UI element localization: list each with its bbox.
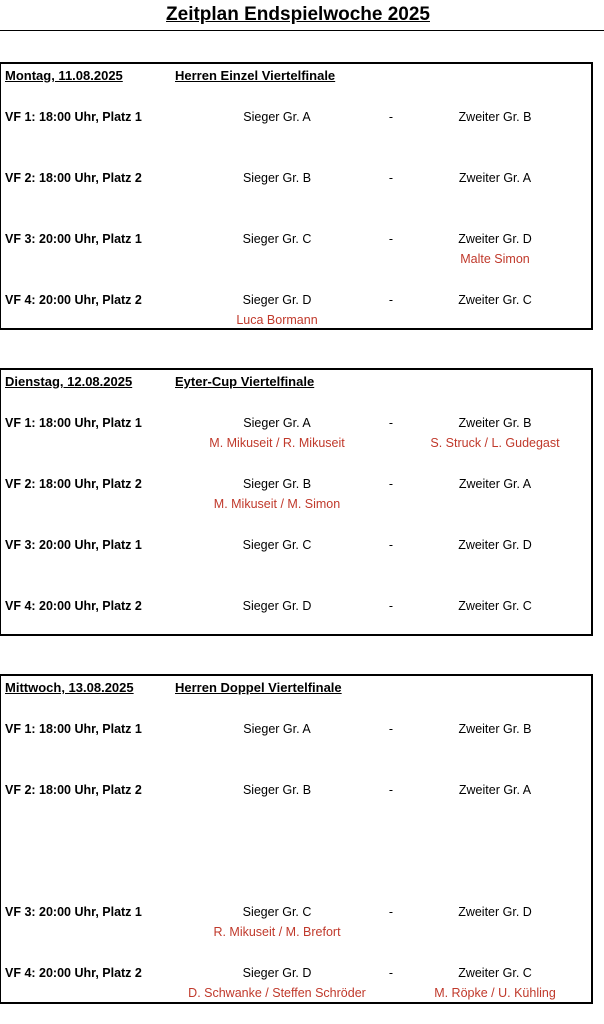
away-slot: Zweiter Gr. B — [458, 722, 532, 736]
match-label: VF 4: 20:00 Uhr, Platz 2 — [5, 599, 142, 613]
match-label: VF 4: 20:00 Uhr, Platz 2 — [5, 966, 142, 980]
day-date: Mittwoch, 13.08.2025 — [5, 680, 134, 695]
vs-separator: - — [388, 538, 394, 552]
match-label: VF 1: 18:00 Uhr, Platz 1 — [5, 110, 142, 124]
away-slot: Zweiter Gr. D — [458, 232, 532, 246]
competition-title: Herren Einzel Viertelfinale — [175, 68, 336, 83]
vs-separator: - — [388, 293, 394, 307]
match-label: VF 1: 18:00 Uhr, Platz 1 — [5, 722, 142, 736]
match-label: VF 4: 20:00 Uhr, Platz 2 — [5, 293, 142, 307]
vs-separator: - — [388, 783, 394, 797]
top-divider — [0, 30, 604, 31]
day-date: Dienstag, 12.08.2025 — [5, 374, 133, 389]
match-label: VF 3: 20:00 Uhr, Platz 1 — [5, 232, 142, 246]
home-players: Luca Bormann — [236, 313, 318, 327]
match-row — [1, 722, 591, 762]
vs-separator: - — [388, 477, 394, 491]
match-label: VF 2: 18:00 Uhr, Platz 2 — [5, 477, 142, 491]
home-slot: Sieger Gr. A — [243, 416, 311, 430]
home-slot: Sieger Gr. A — [243, 722, 311, 736]
home-slot: Sieger Gr. B — [242, 477, 312, 491]
home-slot: Sieger Gr. C — [242, 232, 312, 246]
vs-separator: - — [388, 171, 394, 185]
away-slot: Zweiter Gr. B — [458, 110, 532, 124]
home-slot: Sieger Gr. D — [242, 966, 312, 980]
match-label: VF 2: 18:00 Uhr, Platz 2 — [5, 171, 142, 185]
home-players: R. Mikuseit / M. Brefort — [213, 925, 341, 939]
match-row — [1, 538, 591, 578]
home-players: D. Schwanke / Steffen Schröder — [188, 986, 366, 1000]
match-label: VF 3: 20:00 Uhr, Platz 1 — [5, 538, 142, 552]
away-slot: Zweiter Gr. A — [458, 171, 532, 185]
match-row — [1, 110, 591, 150]
away-players: S. Struck / L. Gudegast — [430, 436, 560, 450]
away-slot: Zweiter Gr. D — [458, 538, 532, 552]
match-row — [1, 905, 591, 945]
match-label: VF 2: 18:00 Uhr, Platz 2 — [5, 783, 142, 797]
away-slot: Zweiter Gr. C — [458, 966, 532, 980]
away-slot: Zweiter Gr. C — [458, 599, 532, 613]
match-label: VF 3: 20:00 Uhr, Platz 1 — [5, 905, 142, 919]
competition-title: Herren Doppel Viertelfinale — [175, 680, 342, 695]
vs-separator: - — [388, 232, 394, 246]
vs-separator: - — [388, 110, 394, 124]
day-block-tuesday — [0, 368, 593, 636]
away-slot: Zweiter Gr. A — [458, 783, 532, 797]
match-row — [1, 416, 591, 456]
home-players: M. Mikuseit / R. Mikuseit — [209, 436, 345, 450]
day-date: Montag, 11.08.2025 — [5, 68, 123, 83]
away-slot: Zweiter Gr. C — [458, 293, 532, 307]
vs-separator: - — [388, 905, 394, 919]
match-row — [1, 966, 591, 1006]
match-row — [1, 783, 591, 823]
vs-separator: - — [388, 966, 394, 980]
home-slot: Sieger Gr. B — [242, 171, 312, 185]
home-slot: Sieger Gr. C — [242, 538, 312, 552]
vs-separator: - — [388, 722, 394, 736]
home-slot: Sieger Gr. B — [242, 783, 312, 797]
vs-separator: - — [388, 416, 394, 430]
day-block-wednesday — [0, 674, 593, 1004]
home-players: M. Mikuseit / M. Simon — [213, 497, 341, 511]
away-players: M. Röpke / U. Kühling — [434, 986, 556, 1000]
match-row — [1, 599, 591, 639]
away-slot: Zweiter Gr. B — [458, 416, 532, 430]
day-block-monday — [0, 62, 593, 330]
page-title: Zeitplan Endspielwoche 2025 — [166, 4, 430, 25]
match-row — [1, 232, 591, 272]
match-row — [1, 293, 591, 333]
match-label: VF 1: 18:00 Uhr, Platz 1 — [5, 416, 142, 430]
home-slot: Sieger Gr. A — [243, 110, 311, 124]
home-slot: Sieger Gr. C — [242, 905, 312, 919]
away-players: Malte Simon — [460, 252, 530, 266]
away-slot: Zweiter Gr. D — [458, 905, 532, 919]
vs-separator: - — [388, 599, 394, 613]
match-row — [1, 477, 591, 517]
home-slot: Sieger Gr. D — [242, 293, 312, 307]
match-row — [1, 171, 591, 211]
home-slot: Sieger Gr. D — [242, 599, 312, 613]
competition-title: Eyter-Cup Viertelfinale — [175, 374, 315, 389]
away-slot: Zweiter Gr. A — [458, 477, 532, 491]
